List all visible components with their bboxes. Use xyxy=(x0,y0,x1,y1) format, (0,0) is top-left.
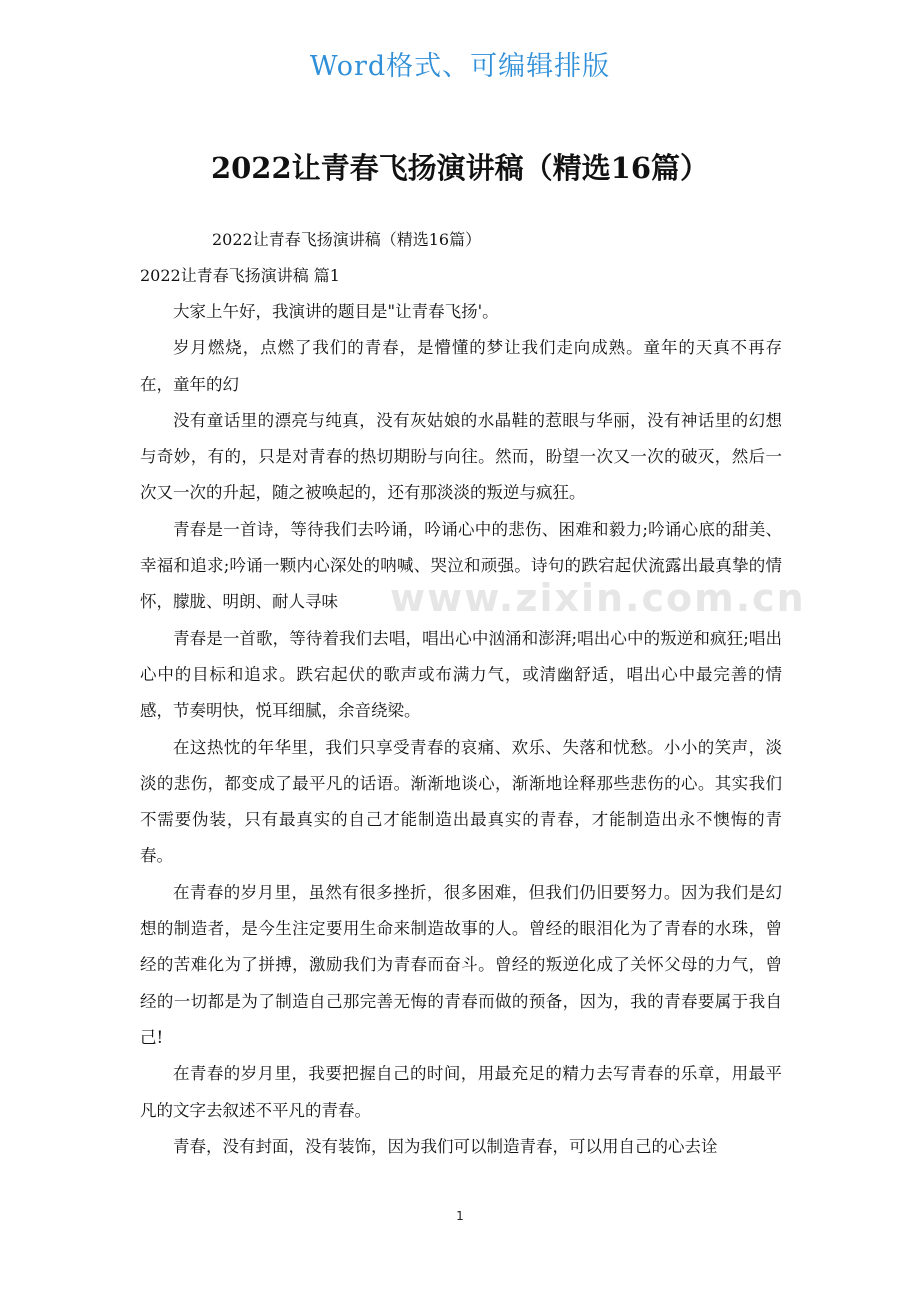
document-subtitle: 2022让青春飞扬演讲稿（精选16篇） xyxy=(212,230,482,249)
paragraph: 在青春的岁月里，虽然有很多挫折，很多困难，但我们仍旧要努力。因为我们是幻想的制造者，是今生注定要用生命来制造故事的人。曾经的眼泪化为了青春的水珠，曾经的苦难化为了拼搏，激励我们为青春而奋斗。曾经的叛逆化成了关怀父母的力气，曾经的一切都是为了制造自己那完善无悔的青春而做的预备，因为，我的青春要属于我自己! xyxy=(140,882,782,1047)
paragraph: 没有童话里的漂亮与纯真，没有灰姑娘的水晶鞋的惹眼与华丽，没有神话里的幻想与奇妙，有的，只是对青春的热切期盼与向往。然而，盼望一次又一次的破灭，然后一次又一次的升起，随之被唤起的，还有那淡淡的叛逆与疯狂。 xyxy=(140,410,782,503)
paragraph: 青春是一首歌，等待着我们去唱，唱出心中汹涌和澎湃;唱出心中的叛逆和疯狂;唱出心中的目标和追求。跌宕起伏的歌声或布满力气，或清幽舒适，唱出心中最完善的情感，节奏明快，悦耳细腻，余音绕梁。 xyxy=(140,628,782,721)
document-title: 2022让青春飞扬演讲稿（精选16篇） xyxy=(210,151,710,185)
paragraph: 青春是一首诗，等待我们去吟诵，吟诵心中的悲伤、困难和毅力;吟诵心底的甜美、幸福和追求;吟诵一颗内心深处的呐喊、哭泣和顽强。诗句的跌宕起伏流露出最真挚的情怀，朦胧、明朗、耐人寻味 xyxy=(140,519,782,612)
paragraph: 岁月燃烧，点燃了我们的青春，是懵懂的梦让我们走向成熟。童年的天真不再存在，童年的幻 xyxy=(140,338,782,394)
page-number: 1 xyxy=(456,1209,464,1223)
paragraph: 在这热忱的年华里，我们只享受青春的哀痛、欢乐、失落和忧愁。小小的笑声，淡淡的悲伤，都变成了最平凡的话语。渐渐地谈心，渐渐地诠释那些悲伤的心。其实我们不需要伪装，只有最真实的自己才能制造出最真实的青春，才能制造出永不懊悔的青春。 xyxy=(140,737,782,866)
paragraph: 大家上午好，我演讲的题目是"让青春飞扬'。 xyxy=(173,302,499,321)
section-heading: 2022让青春飞扬演讲稿 篇1 xyxy=(140,266,340,285)
paragraph: 在青春的岁月里，我要把握自己的时间，用最充足的精力去写青春的乐章，用最平凡的文字去叙述不平凡的青春。 xyxy=(140,1064,782,1120)
watermark: www.zixin.com.cn xyxy=(390,576,806,620)
document-body xyxy=(140,294,782,1165)
format-banner: Word格式、可编辑排版 xyxy=(309,51,611,82)
paragraph: 青春，没有封面，没有装饰，因为我们可以制造青春，可以用自己的心去诠 xyxy=(173,1136,718,1156)
